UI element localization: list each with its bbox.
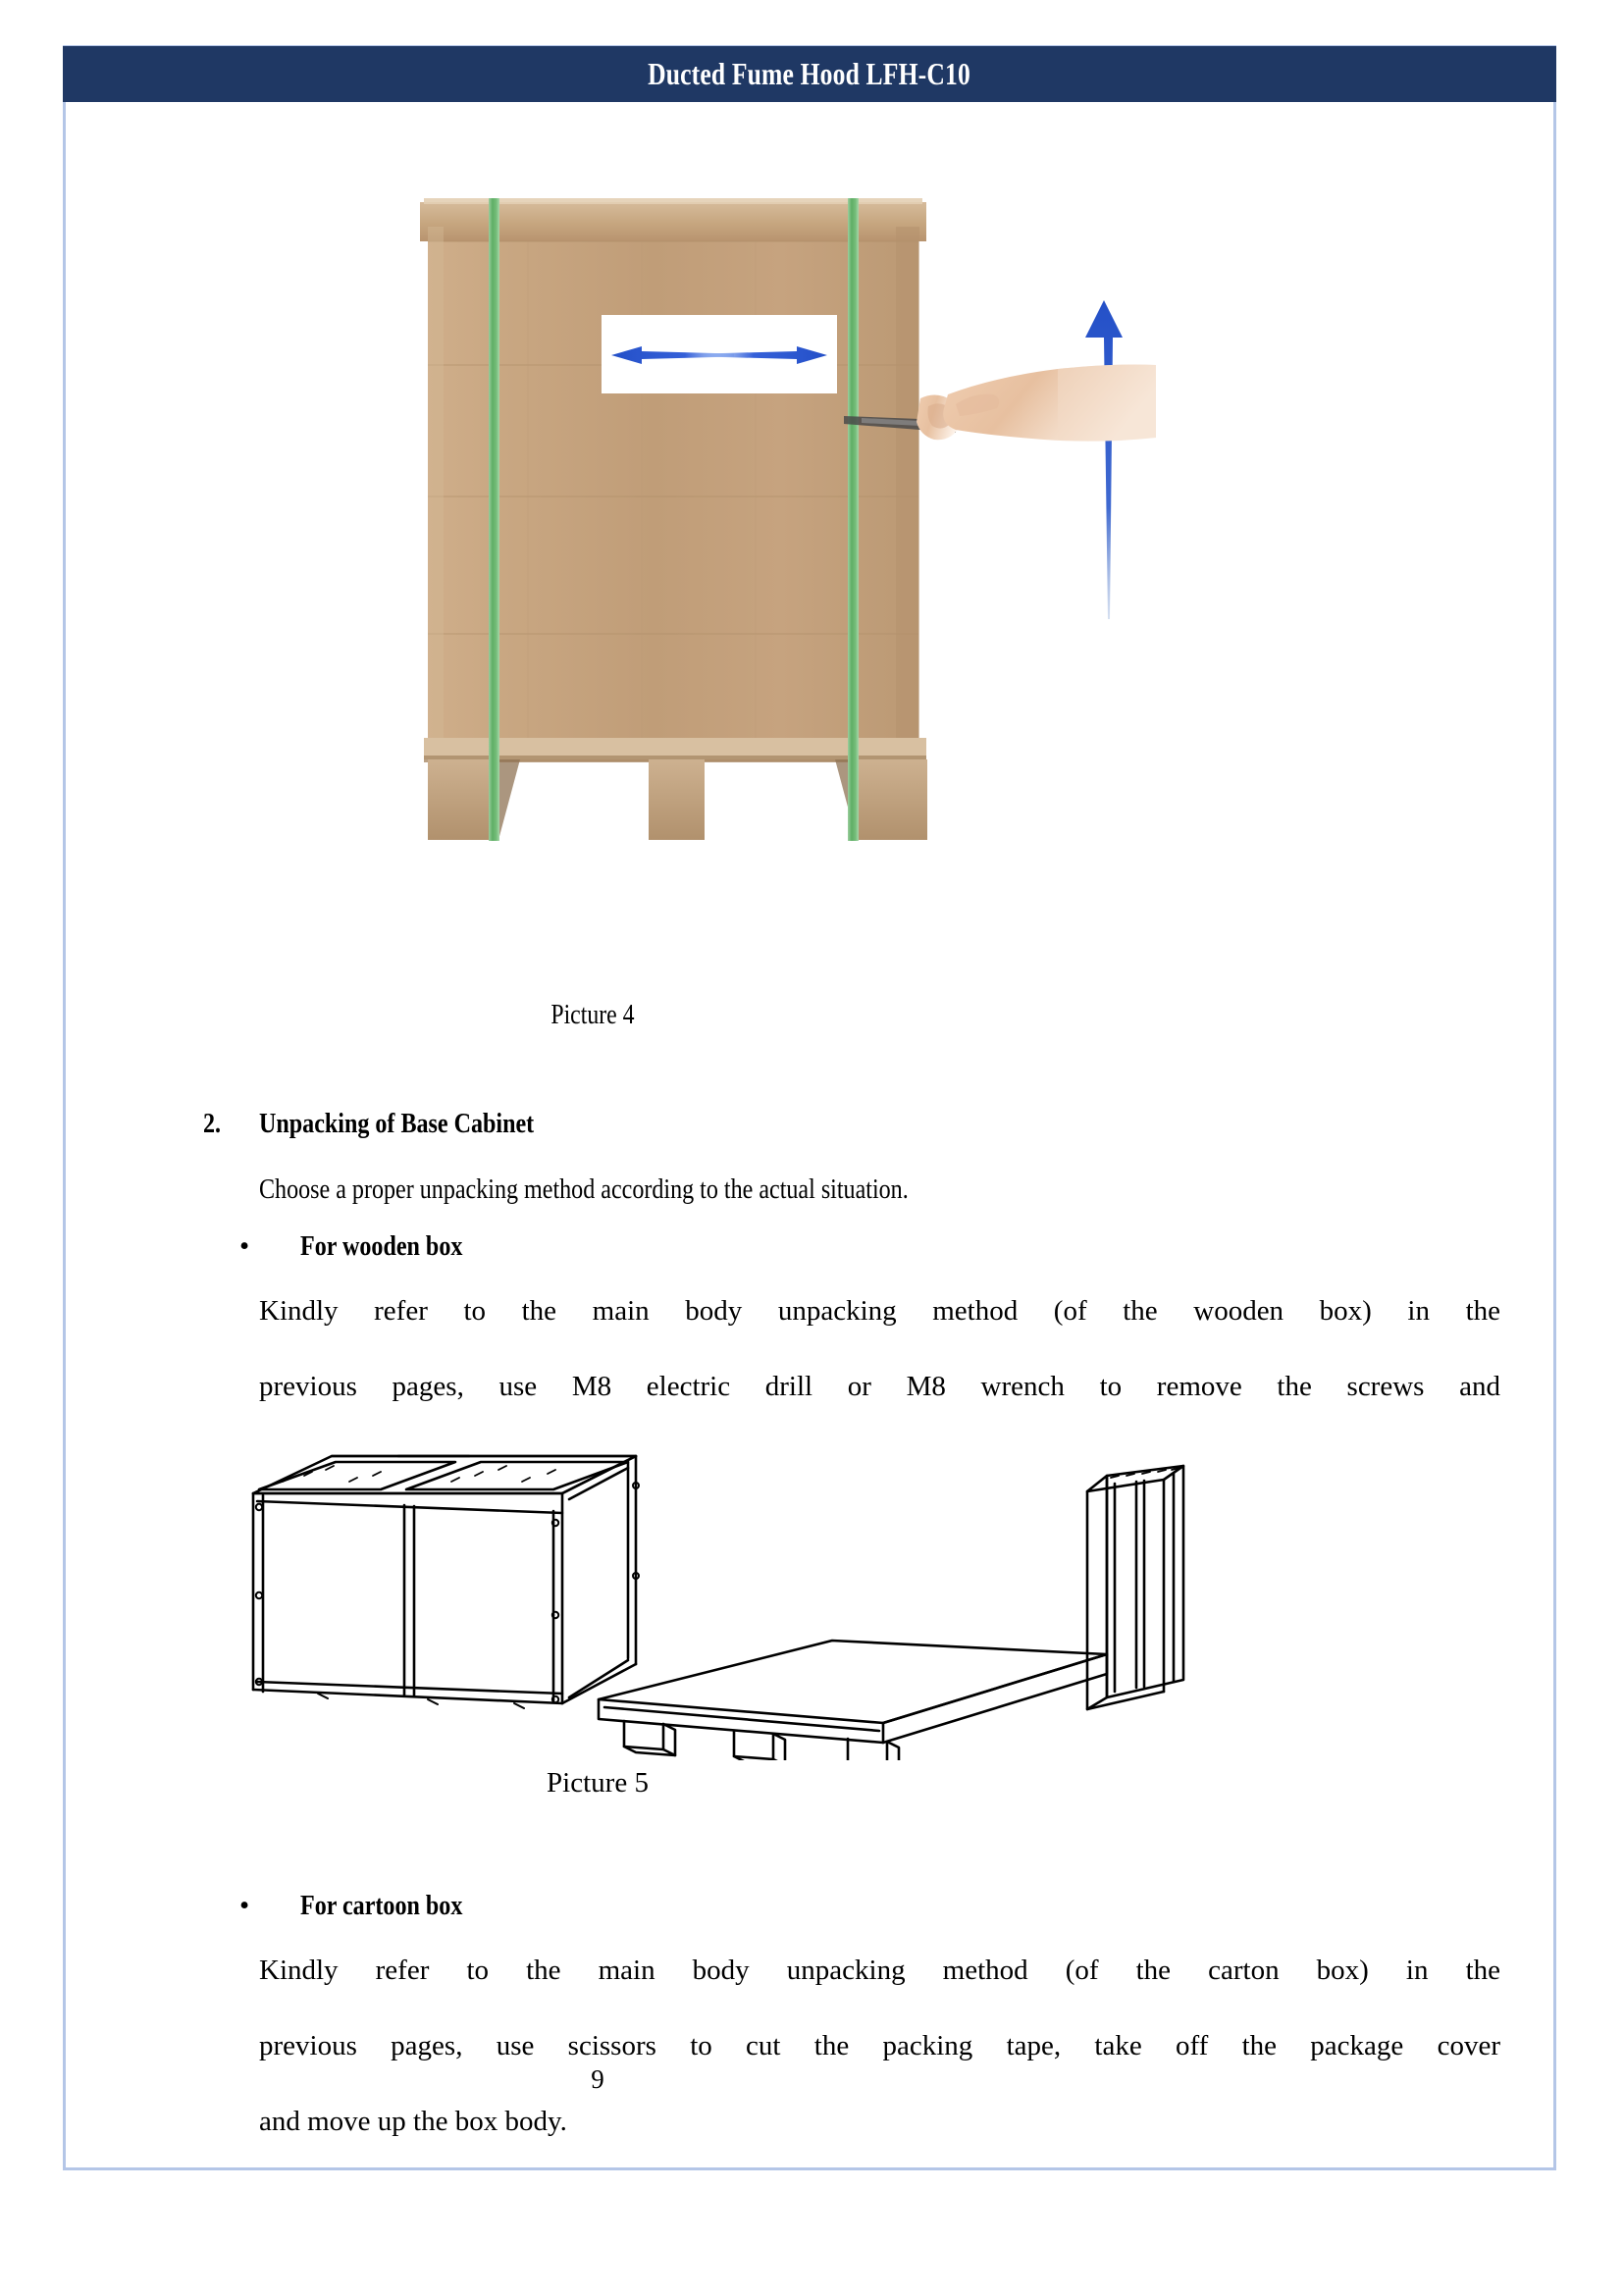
crate-linedrawing-illustration xyxy=(224,1446,1382,1760)
picture-5-figure xyxy=(224,1446,1382,1760)
page-number: 9 xyxy=(591,2064,604,2094)
section-heading-number: 2. xyxy=(203,1108,222,1139)
picture-4-caption: Picture 4 xyxy=(550,999,635,1030)
intro-paragraph: Choose a proper unpacking method according to the actual situation. xyxy=(259,1174,909,1205)
bullet-dot-icon: • xyxy=(239,1230,250,1262)
direction-label xyxy=(602,315,837,393)
cartoon-box-paragraph: Kindly refer to the main body unpacking method (of the carton box) in the previous pages, use scissors to cut the packing tape, take off the package cover and move up the box body. xyxy=(259,1955,1500,2138)
crate-photo-illustration xyxy=(410,173,1293,958)
wooden-box-paragraph: Kindly refer to the main body unpacking method (of the wooden box) in the previous pages, use M8 electric drill or M8 wrench to remove the screws and xyxy=(259,1295,1500,1403)
picture-5-caption: Picture 5 xyxy=(547,1767,649,1799)
page-header-banner xyxy=(63,46,1556,102)
picture-4-figure xyxy=(410,173,1293,958)
bullet-wooden-box-label: For wooden box xyxy=(300,1230,463,1262)
page-title: Ducted Fume Hood LFH-C10 xyxy=(648,56,971,91)
page-content xyxy=(63,102,1556,2170)
bullet-cartoon-box-label: For cartoon box xyxy=(300,1890,463,1921)
bullet-dot-icon: • xyxy=(239,1890,250,1921)
section-heading-title: Unpacking of Base Cabinet xyxy=(259,1108,535,1139)
